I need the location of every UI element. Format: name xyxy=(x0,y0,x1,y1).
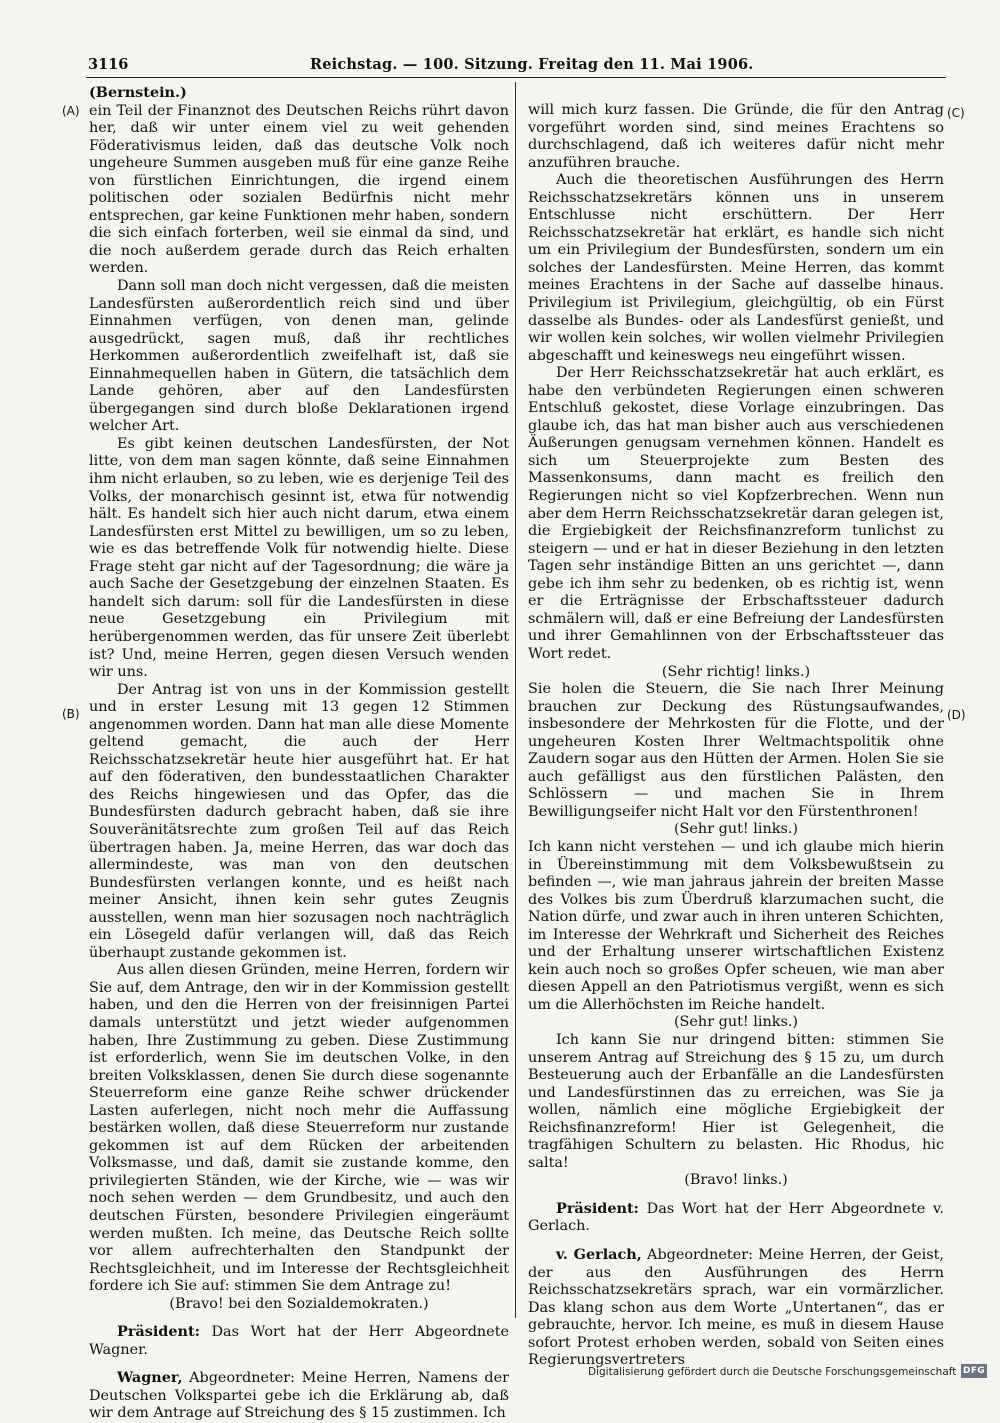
speaker-name: Präsident: xyxy=(556,1199,639,1217)
paragraph: Auch die theoretischen Ausführungen des Herrn Reichsschatzsekretärs können uns in unserem Entschlusse nicht erschüttern. Der Herr Reichsschatzsekretär hat erklärt, es handle sich nicht um ein Privilegium der Bundesfürsten, sondern um ein solches der Landesfürsten. Meine Herren, das kommt meines Erachtens in der Sache auf dasselbe hinaus. Privilegium ist Privilegium, gleichgültig, ob ein Fürst dasselbe als Bundes- oder als Landesfürst genießt, und wir wollen kein solches, wir wollen vielmehr Privilegien abgeschafft und keineswegs neu eingeführt wissen. xyxy=(528,172,944,364)
paragraph: Sie holen die Steuern, die Sie nach Ihrer Meinung brauchen zur Deckung des Rüstungsaufwandes, insbesondere der Mehrkosten für die Flotte, und der ungeheuren Kosten Ihrer Weltmachtspolitik ohne Zaudern sogar aus den Hütten der Armen. Holen Sie sie auch gefälligst aus den fürstlichen Palästen, den Schlössern — und machen Sie in Ihrem Bewilligungseifer nicht Halt vor den Fürstenthronen! xyxy=(528,681,944,820)
speaker-statement: Wagner, Abgeordneter: Meine Herren, Namens der Deutschen Volkspartei gebe ich die Erklärung ab, daß wir dem Antrage auf Streichung des § 15 zustimmen. Ich xyxy=(89,1369,509,1422)
president-statement: Präsident: Das Wort hat der Herr Abgeordnete Wagner. xyxy=(89,1323,509,1358)
speaker-name: Präsident: xyxy=(117,1323,200,1341)
speaker-statement: v. Gerlach, Abgeordneter: Meine Herren, der Geist, der aus den Ausführungen des Herrn Reichsschatzsekretärs sprach, war ein vormärzlicher. Das klang schon aus dem Worte „Untertanen“, das er gebrauchte, hervor. Ich meine, es muß in diesem Hause sofort Protest erhoben werden, sobald von Seiten eines Regierungsvertreters xyxy=(528,1246,944,1369)
margin-marker-b: (B) xyxy=(62,707,80,721)
speaker-continuation-tag: (Bernstein.) xyxy=(89,84,187,101)
column-divider xyxy=(515,82,516,1318)
applause-note: (Sehr gut! links.) xyxy=(673,1014,799,1031)
paragraph: Ich kann Sie nur dringend bitten: stimmen Sie unserem Antrag auf Streichung des § 15 zu, um durch Besteuerung auch der Erbanfälle an die Landesfürsten und Landesfürstinnen das zu erreichen, was Sie ja wollen, nämlich eine mögliche Ergiebigkeit der Reichsfinanzreform! Hier ist Gelegenheit, die tragfähigen Schultern zu belasten. Hic Rhodus, hic salta! xyxy=(528,1031,944,1171)
page-title: Reichstag. — 100. Sitzung. Freitag den 11. Mai 1906. xyxy=(310,56,754,73)
paragraph: Dann soll man doch nicht vergessen, daß die meisten Landesfürsten außerordentlich reich sind und über Einnahmen verfügen, von denen man, gelinde ausgedrückt, sagen muß, daß ihr rechtliches Herkommen außerordentlich zweifelhaft ist, daß sie Einnahmequellen haben in Gütern, die tatsächlich dem Lande gehören, aber auf den Landesfürsten übergegangen sind durch bloße Deklarationen irgend welcher Art. xyxy=(89,278,509,435)
paragraph: will mich kurz fassen. Die Gründe, die für den Antrag vorgeführt worden sind, sind meines Erachtens so durchschlagend, daß ich weiteres dafür nicht mehr anzuführen brauche. xyxy=(528,102,944,171)
digitization-credit: Digitalisierung gefördert durch die Deutsche Forschungsgemeinschaft xyxy=(588,1366,957,1378)
page-number: 3116 xyxy=(88,56,129,73)
applause-note: (Bravo! bei den Sozialdemokraten.) xyxy=(169,1295,429,1312)
applause-note: (Sehr richtig! links.) xyxy=(661,663,811,680)
paragraph: Der Herr Reichsschatzsekretär hat auch erklärt, es habe den verbündeten Regierungen einen schweren Entschluß gekostet, diese Vorlage einzubringen. Das glaube ich, das hat man bisher auch aus verschiedenen Äußerungen genugsam vernehmen können. Handelt es sich um Steuerprojekte zum Besten des Massenkonsums, dann macht es freilich den Regierungen nicht so viel Kopfzerbrechen. Wenn nun aber dem Herrn Reichsschatzsekretär daran gelegen ist, die Ergiebigkeit der Reichsfinanzreform tunlichst zu steigern — und er hat in dieser Beziehung in den letzten Tagen sehr inständige Bitten an uns gerichtet —, dann gebe ich ihm sehr zu bedenken, ob es richtig ist, wenn er die Erträgnisse der Erbschaftssteuer dadurch schmälern will, daß er eine Befreiung der Landesfürsten und ihrer Gemahlinnen von der Erbschaftssteuer das Wort redet. xyxy=(528,365,944,662)
applause-note: (Bravo! links.) xyxy=(684,1172,788,1189)
paragraph: Aus allen diesen Gründen, meine Herren, fordern wir Sie auf, dem Antrage, den wir in der Kommission gestellt haben, und den die Herren von der freisinnigen Partei damals unterstützt und jetzt wieder aufgenommen haben, Ihre Zustimmung zu geben. Diese Zustimmung ist erforderlich, wenn Sie im deutschen Volke, in den breiten Volksklassen, denen Sie durch diese sogenannte Steuerreform eine ganze Reihe schwer drückender Lasten auferlegen, nicht noch mehr die Auffassung bestärken wollen, daß diese Steuerreform nur zustande gekommen ist auf dem Rücken der arbeitenden Volksmasse, und daß, damit sie zustande komme, den privilegierten Ständen, wie der Kirche, wie — was wir noch sehen werden — dem Grundbesitz, und auch den deutschen Fürsten, besondere Privilegien eingeräumt werden mußten. Ich meine, das Deutsche Reich sollte vor allem aufrechterhalten den Standpunkt der Rechtsgleichheit, und im Interesse der Rechtsgleichheit fordere ich Sie auf: stimmen Sie dem Antrage zu! xyxy=(89,962,509,1295)
margin-marker-c: (C) xyxy=(947,106,965,120)
right-column xyxy=(528,102,944,1370)
paragraph: Es gibt keinen deutschen Landesfürsten, der Not litte, von dem man sagen könnte, daß seine Einnahmen ihm nicht erlauben, so zu leben, wie es derjenige Teil des Volks, der monarchisch gesinnt ist, etwa für notwendig hält. Es handelt sich hier auch nicht darum, etwa einem Landesfürsten erst Mittel zu bewilligen, um so zu leben, wie es das betreffende Volk für notwendig hielte. Diese Frage steht gar nicht auf der Tagesordnung; die wäre ja auch Sache der Gesetzgebung der einzelnen Staaten. Es handelt sich darum: soll für die Landesfürsten in diese neue Gesetzgebung ein Privilegium mit herübergenommen werden, das für unsere Zeit überlebt ist? Und, meine Herren, gegen diesen Versuch wenden wir uns. xyxy=(89,435,509,681)
left-column xyxy=(89,84,509,1423)
president-statement: Präsident: Das Wort hat der Herr Abgeordnete v. Gerlach. xyxy=(528,1199,944,1235)
running-header xyxy=(88,56,946,76)
applause-note: (Sehr gut! links.) xyxy=(673,821,799,838)
header-rule xyxy=(86,77,946,78)
speaker-name: v. Gerlach, xyxy=(556,1246,642,1263)
dfg-logo: DFG xyxy=(961,1364,987,1378)
paragraph: ein Teil der Finanznot des Deutschen Reichs rührt davon her, daß wir unter einem viel zu weit gehenden Föderativismus leiden, daß das deutsche Volk noch ungeheure Summen ausgeben muß für eine ganze Reihe von fürstlichen Einrichtungen, die irgend einem politischen oder sozialen Bedürfnis nicht mehr entsprechen, gar keine Funktionen mehr haben, sondern die sich einfach forterben, weil sie einmal da sind, und die noch außerdem gerade durch das Reich erhalten werden. xyxy=(89,102,509,277)
speaker-name: Wagner, xyxy=(117,1369,183,1387)
margin-marker-a: (A) xyxy=(62,104,80,118)
paragraph: Der Antrag ist von uns in der Kommission gestellt und in erster Lesung mit 13 gegen 12 Stimmen angenommen worden. Dann hat man alle diese Momente geltend gemacht, die auch der Herr Reichsschatzsekretär heute hier ausgeführt hat. Er hat auf den föderativen, den bundesstaatlichen Charakter des Reichs hingewiesen und das Opfer, das die Bundesfürsten dadurch gebracht haben, daß sie ihre Souveränitätsrechte zum großen Teil auf das Reich übertragen haben. Ja, meine Herren, das war doch das allermindeste, was man von den deutschen Bundesfürsten verlangen konnte, und es heißt nach meiner Ansicht, ihnen kein sehr gutes Zeugnis ausstellen, wenn man hier sozusagen noch nachträglich ein Lösegeld dafür verlangen will, daß das Reich überhaupt zustande gekommen ist. xyxy=(89,681,509,961)
paragraph: Ich kann nicht verstehen — und ich glaube mich hierin in Übereinstimmung mit dem Volksbewußtsein zu befinden —, wie man jahraus jahrein der breiten Masse des Volkes bis zum Überdruß klarzumachen sucht, die Nation dürfe, und zwar auch in ihren unteren Schichten, im Interesse der Wehrkraft und Sicherheit des Reiches und der Erhaltung unserer wirtschaftlichen Existenz kein auch noch so großes Opfer scheuen, wie man aber diesen Appell an den Patriotismus vergißt, wenn es sich um die Allerhöchsten im Reiche handelt. xyxy=(528,838,944,1013)
margin-marker-d: (D) xyxy=(947,708,966,722)
